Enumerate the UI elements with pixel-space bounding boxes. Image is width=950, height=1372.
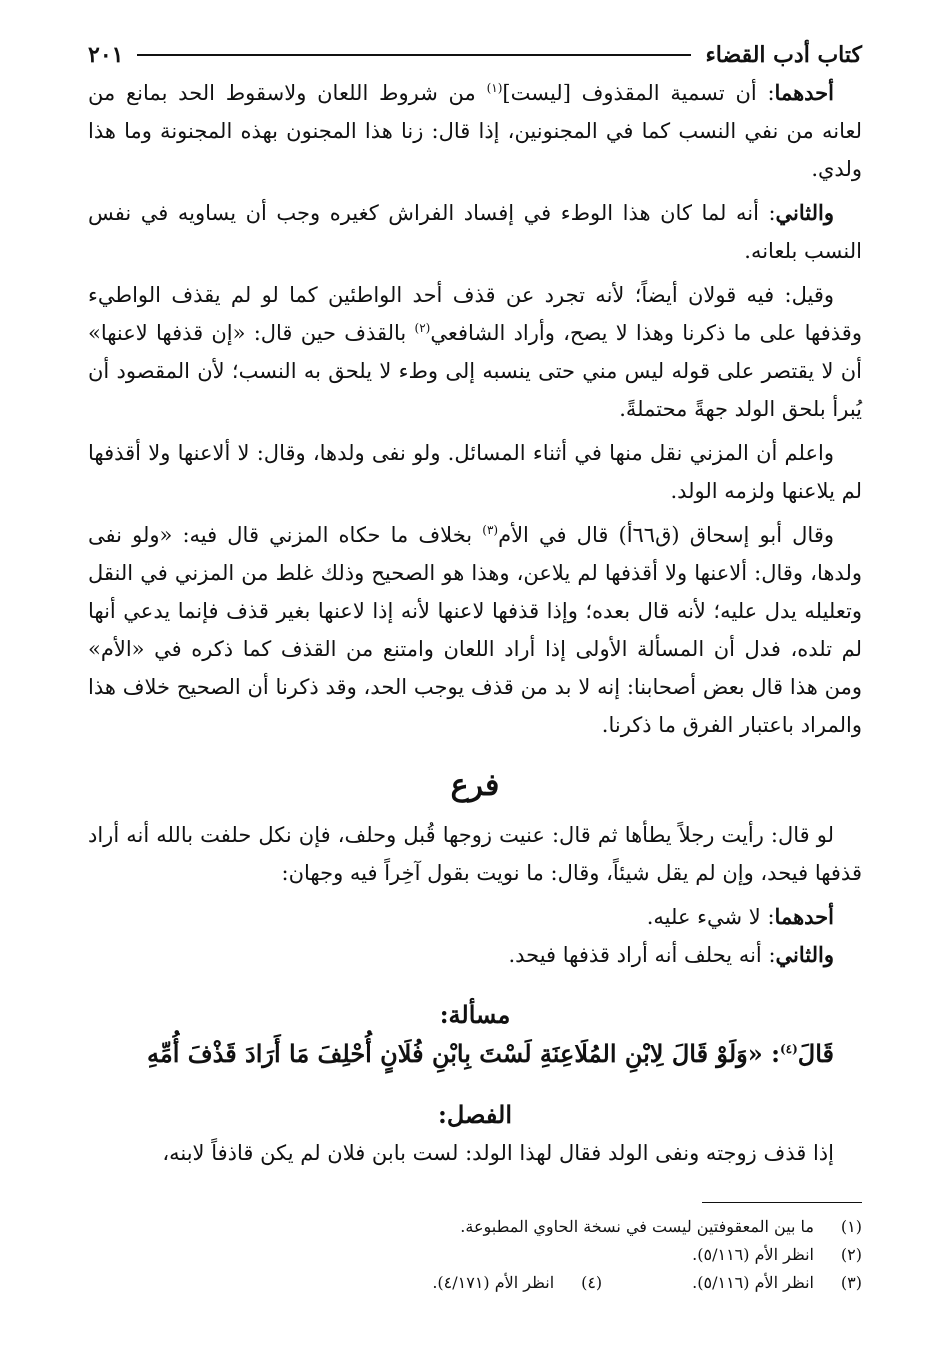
footnote-1-text: ما بين المعقوفتين ليست في نسخة الحاوي المطبوعة.: [460, 1217, 814, 1236]
footnote-separator: [702, 1202, 862, 1203]
section-title-masala: مسألة:: [439, 1000, 511, 1029]
paragraph-5-text-b: بخلاف ما حكاه المزني قال فيه: «ولو نفى ولدها، وقال: ألاعنها ولا أقذفها لم يلاعن، وهذا هو الصحيح وذلك غلط من المزني في النقل وتعليله يدل عليه؛ لأنه قال بعده؛ وإذا قذفها لاعنها لأنه إذا لاعنها بغير قذف فإنما يدعي أنها لم تلده، فدل أن المسألة الأولى إذا أراد اللعان وامتنع من القذف كما ذكره في «الأم» ومن هذا قال بعض أصحابنا: إنه لا بد من قذف يوجب الحد، وقد ذكرنا أن الصحيح خلاف هذا والمراد باعتبار الفرق ما ذكرنا.: [88, 523, 862, 737]
paragraph-3-text-b: بالقذف حين قال: «إن قذفها لاعنها» أن لا يقتصر على قوله ليس مني حتى ينسبه إلى وطء لا يلحق به النسب؛ لأن المقصود أن يُبرأ بلحق الولد جهةً محتملةً.: [88, 321, 862, 421]
footnote-2-number: (٢): [840, 1245, 862, 1264]
masala-quote: [88, 1034, 862, 1074]
far-item-2-lead: والثاني: [775, 942, 834, 967]
footnote-3-text: انظر الأم (٥/١١٦).: [692, 1273, 814, 1292]
book-title: كتاب أدب القضاء: [705, 42, 862, 68]
footnote-ref-1: (١): [486, 81, 503, 95]
paragraph-2-text: : أنه لما كان هذا الوطء في إفساد الفراش كغيره وجب أن يساويه في نفس النسب بلعانه.: [88, 201, 862, 263]
far-paragraph: [88, 816, 862, 892]
paragraph-2-lead: والثاني: [775, 200, 834, 225]
header-rule: [137, 54, 691, 56]
far-item-2-text: : أنه يحلف أنه أراد قذفها فيحد.: [508, 943, 776, 967]
footnote-4-number: (٤): [581, 1273, 603, 1292]
footnote-3-4: [88, 1269, 862, 1297]
paragraph-3: [88, 276, 862, 428]
paragraph-1-text-b: من شروط اللعان ولاسقوط الحد بمانع من لعانه من نفي النسب كما في المجنونين، إذا قال: زنا هذا المجنون بهذه المجنونة وما هذا ولدي.: [88, 81, 862, 181]
footnote-2-text: انظر الأم (٥/١١٦).: [692, 1245, 814, 1264]
paragraph-4-text: واعلم أن المزني نقل منها في أثناء المسائل. ولو نفى ولدها، وقال: لا ألاعنها ولا أقذفها لم يلاعنها ولزمه الولد.: [88, 441, 862, 503]
far-item-1: [88, 898, 862, 936]
footnote-gap: [602, 1269, 692, 1297]
section-title-far: فرع: [450, 768, 500, 803]
footnote-1-number: (١): [840, 1217, 862, 1236]
paragraph-2: [88, 194, 862, 270]
footnote-2: [88, 1241, 862, 1269]
paragraph-3-text-a: وقيل: فيه قولان أيضاً؛ لأنه تجرد عن قذف أحد الواطئين كما لو لم يقذف الواطيء وقذفها على ما ذكرنا وهذا لا يصح، وأراد الشافعي: [88, 283, 862, 345]
far-text: لو قال: رأيت رجلاً يطأها ثم قال: عنيت زوجها قُبل وحلف، فإن نكل حلفت بالله أنه أراد قذفها فيحد، وإن لم يقل شيئاً، وقال: ما نويت بقول آخِراً فيه وجهان:: [88, 823, 862, 885]
paragraph-1-lead: أحدهما: [774, 80, 834, 105]
footnote-ref-4: (٤): [779, 1042, 798, 1056]
far-item-1-lead: أحدهما: [774, 904, 834, 929]
paragraph-4: [88, 434, 862, 510]
running-header: [88, 38, 862, 72]
masala-quote-text: : «وَلَوْ قَالَ لِابْنِ المُلَاعِنَةِ لَسْتَ بِابْنِ فُلَانٍ أُحْلِفَ مَا أَرَادَ قَذْفَ أُمِّهِ: [146, 1039, 780, 1068]
footnote-ref-3: (٣): [482, 523, 499, 537]
far-item-1-text: : لا شيء عليه.: [646, 905, 775, 929]
paragraph-5: [88, 516, 862, 744]
footnote-3-number: (٣): [840, 1273, 862, 1292]
far-item-2: [88, 936, 862, 974]
footnote-ref-2: (٢): [414, 321, 431, 335]
footnote-1: [88, 1213, 862, 1241]
fasl-text: إذا قذف زوجته ونفى الولد فقال لهذا الولد: لست بابن فلان لم يكن قاذفاً لابنه،: [162, 1141, 834, 1165]
paragraph-1: [88, 74, 862, 188]
paragraph-5-text-a: وقال أبو إسحاق (ق٦٦أ) قال في الأم: [498, 523, 834, 547]
paragraph-1-text-a: : أن تسمية المقذوف [ليست]: [502, 81, 775, 105]
fasl-paragraph: [88, 1134, 862, 1172]
page-number: ٢٠١: [88, 42, 124, 68]
footnote-4-text: انظر الأم (٤/١٧١).: [432, 1273, 555, 1292]
masala-lead: قَالَ: [797, 1039, 834, 1068]
section-title-fasl: الفصل:: [438, 1100, 512, 1129]
